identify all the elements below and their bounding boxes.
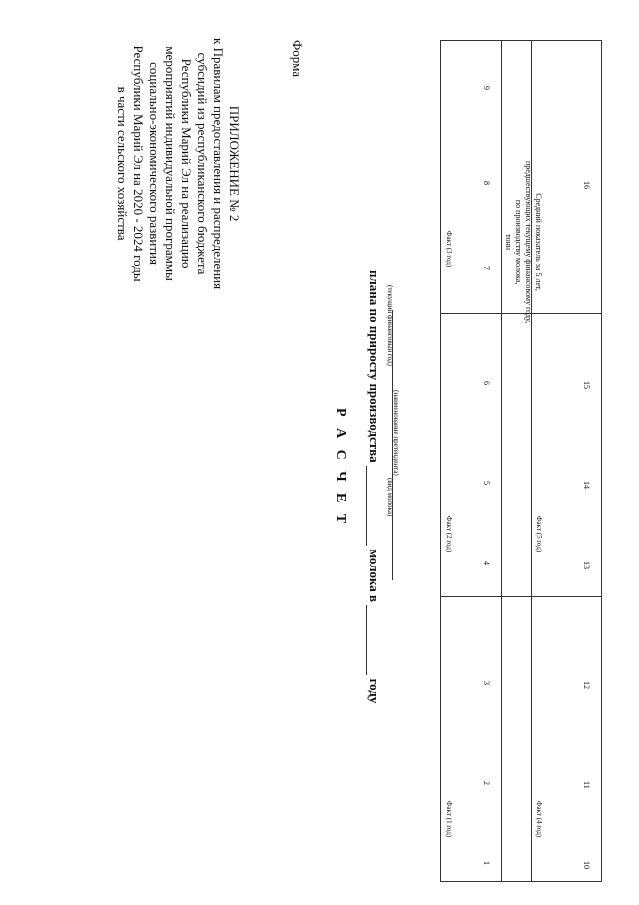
column-number: 10 — [582, 861, 591, 869]
column-number: 6 — [482, 381, 491, 385]
table-row: Факт (5 год) — [535, 516, 543, 553]
column-number: 4 — [482, 561, 491, 565]
column-number: 14 — [582, 481, 591, 489]
column-number: 15 — [582, 381, 591, 389]
column-number: 5 — [482, 481, 491, 485]
column-number: 16 — [582, 181, 591, 189]
milk-kind-hint: (вид молока) — [386, 478, 394, 517]
table-divider — [501, 41, 502, 881]
column-number: 8 — [482, 181, 491, 185]
column-number: 3 — [482, 681, 491, 685]
subtitle-part3: году — [367, 678, 382, 704]
column-number: 12 — [582, 681, 591, 689]
header-line: Республики Марий Эл на реализацию — [179, 58, 194, 269]
header-line: социально-экономического развития — [147, 62, 162, 265]
header-line: к Правилам предоставления и распределения — [211, 38, 226, 290]
column-number: 2 — [482, 781, 491, 785]
subtitle-part2: молока в — [367, 549, 382, 603]
header-line: субсидий из республиканского бюджета — [195, 52, 210, 275]
column-number: 7 — [482, 266, 491, 270]
column-number: 13 — [582, 561, 591, 569]
table-row: Факт (1 год) — [445, 801, 453, 838]
form-label: Форма — [290, 40, 305, 77]
column-number: 9 — [482, 86, 491, 90]
header-line: в части сельского хозяйства — [115, 86, 130, 241]
header-line: Республики Марий Эл на 2020 - 2024 годы — [131, 45, 146, 282]
table-row: Факт (4 год) — [535, 801, 543, 838]
table-row: Факт (3 год) — [445, 231, 453, 268]
header-line: ПРИЛОЖЕНИЕ № 2 — [227, 105, 242, 222]
calculation-table — [440, 40, 602, 882]
column-number: 1 — [482, 861, 491, 865]
applicant-hint: (наименование претендента) — [392, 390, 400, 476]
header-line: мероприятий индивидуальной программы — [163, 46, 178, 281]
document-subtitle — [366, 270, 382, 703]
subtitle-part1: плана по приросту производства — [367, 270, 382, 463]
milk-kind-blank — [366, 466, 367, 546]
table-row: Факт (2 год) — [445, 516, 453, 553]
year-hint: (текущий финансовый год) — [386, 285, 394, 366]
average-indicator-header: Средний показатель за 5 лет, предшествующих текущему финансовому году, по производству молока, тонн — [504, 161, 543, 324]
appendix-header — [114, 38, 242, 289]
year-blank — [366, 605, 367, 675]
document-title: Р А С Ч Е Т — [333, 408, 348, 528]
column-number: 11 — [582, 781, 591, 789]
table-divider — [441, 596, 601, 597]
